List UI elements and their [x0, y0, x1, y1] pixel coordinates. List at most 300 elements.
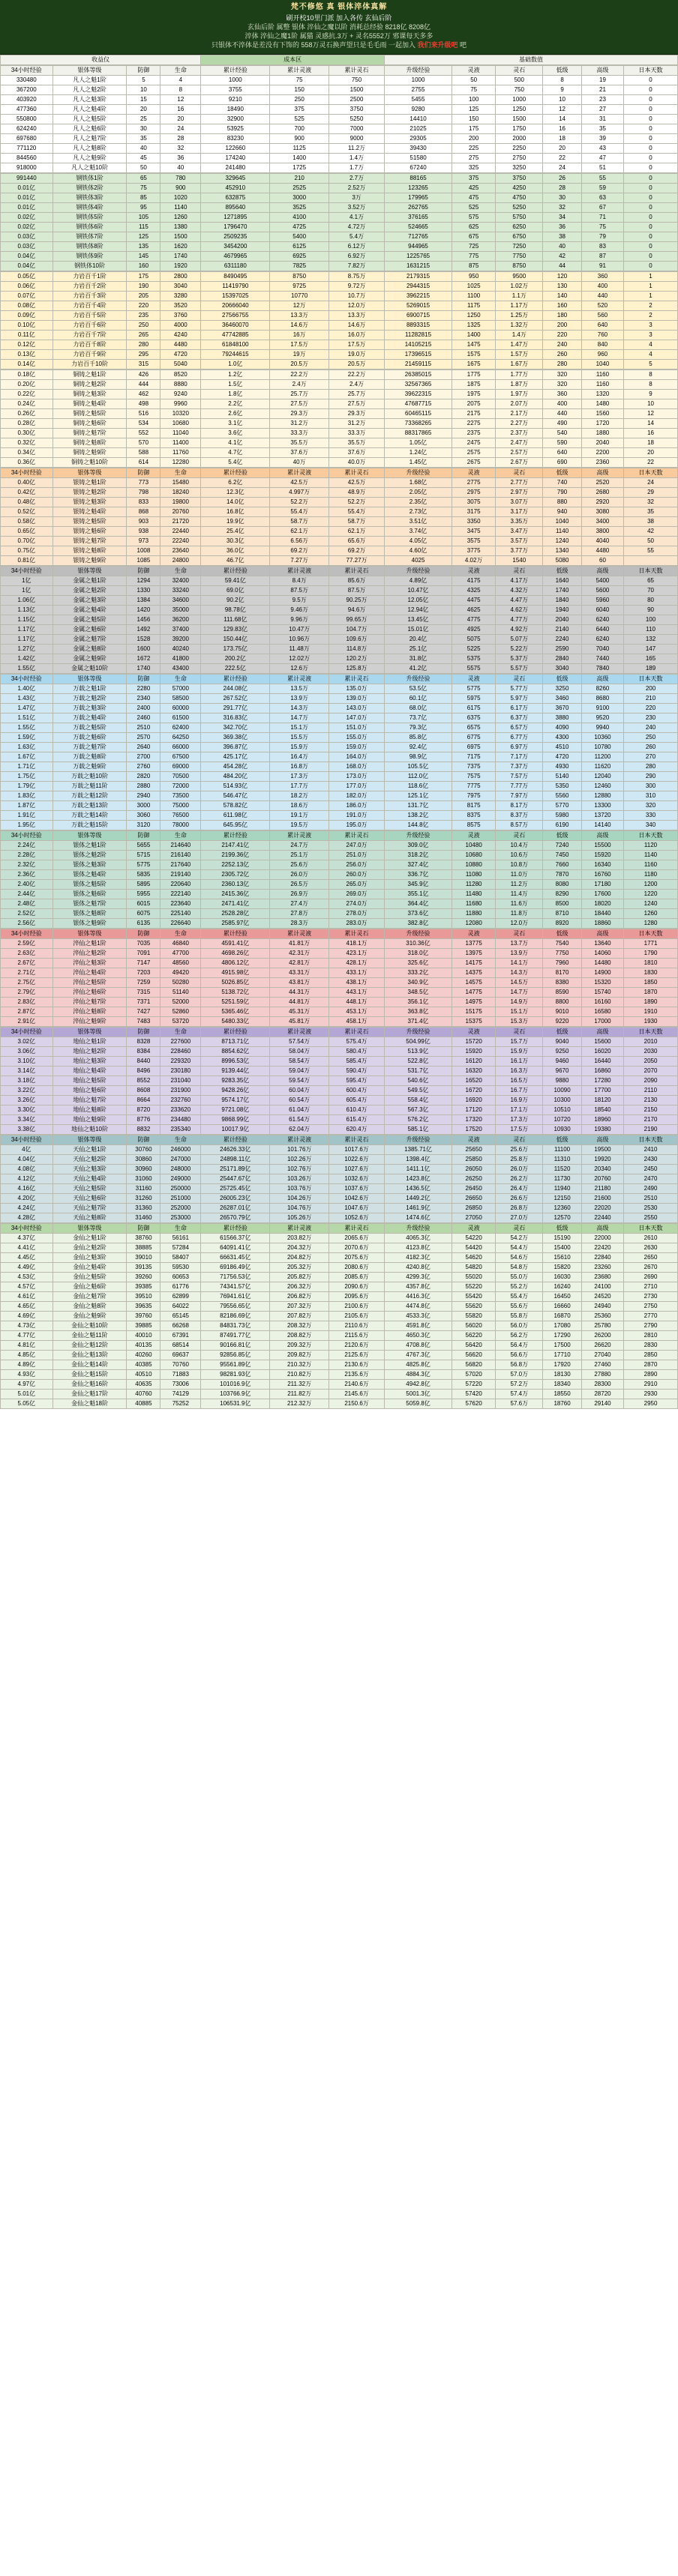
table-row[interactable] — [1, 1390, 678, 1399]
cell-r5-c9: 16.7万 — [496, 1086, 543, 1096]
table-row[interactable] — [1, 134, 678, 144]
table-row[interactable] — [1, 321, 678, 331]
cell-r2-c3: 58407 — [160, 1253, 201, 1263]
cell-r17-c0: 5.05亿 — [1, 1399, 53, 1409]
table-row[interactable] — [1, 1370, 678, 1380]
cell-r3-c8: 14375 — [452, 968, 495, 978]
cell-r7-c3: 52860 — [160, 1007, 201, 1017]
table-row[interactable] — [1, 1282, 678, 1292]
table-row[interactable] — [1, 988, 678, 998]
cell-r14-c10: 6190 — [543, 821, 582, 830]
table-row[interactable] — [1, 223, 678, 232]
table-row[interactable] — [1, 860, 678, 870]
table-row[interactable] — [1, 311, 678, 321]
cell-r10-c8: 56220 — [452, 1331, 495, 1341]
table-row[interactable] — [1, 115, 678, 124]
cell-r8-c7: 4025 — [385, 556, 452, 566]
cell-r4-c9: 5750 — [496, 213, 543, 223]
table-row[interactable] — [1, 556, 678, 566]
cell-r2-c8: 1100 — [452, 292, 495, 301]
cell-r6-c8: 14975 — [452, 998, 495, 1007]
table-row[interactable] — [1, 1105, 678, 1115]
table-row[interactable] — [1, 1321, 678, 1331]
table-row[interactable] — [1, 909, 678, 919]
table-row[interactable] — [1, 704, 678, 714]
cell-r8-c3: 1740 — [160, 252, 201, 262]
cell-r7-c11: 2040 — [581, 438, 623, 448]
column-header-10: 低级 — [543, 1135, 582, 1145]
cell-r1-c2: 444 — [127, 380, 160, 390]
cell-r6-c9: 2000 — [496, 134, 543, 144]
cell-r7-c1: 银体之魁8阶 — [52, 909, 127, 919]
cell-r11-c11: 12880 — [581, 791, 623, 801]
table-row[interactable] — [1, 1331, 678, 1341]
cell-r15-c10: 18340 — [543, 1380, 582, 1390]
table-row[interactable] — [1, 1253, 678, 1263]
cell-r7-c3: 233620 — [160, 1105, 201, 1115]
cell-r4-c9: 1500 — [496, 115, 543, 124]
cell-r7-c2: 6075 — [127, 909, 160, 919]
column-header-10: 低级 — [543, 66, 582, 76]
table-row[interactable] — [1, 85, 678, 95]
cell-r4-c6: 5250 — [328, 115, 384, 124]
cell-r9-c5: 40万 — [270, 458, 329, 468]
cell-r7-c7: 944965 — [385, 242, 452, 252]
table-row[interactable] — [1, 282, 678, 292]
cell-r2-c4: 90.2亿 — [201, 596, 270, 606]
cell-r2-c3: 48560 — [160, 959, 201, 968]
cell-r14-c10: 18130 — [543, 1370, 582, 1380]
table-row[interactable] — [1, 76, 678, 85]
table-row[interactable] — [1, 890, 678, 899]
column-header-row — [1, 675, 678, 684]
cell-r17-c2: 40885 — [127, 1399, 160, 1409]
table-row[interactable] — [1, 899, 678, 909]
cell-r3-c12: 1830 — [624, 968, 678, 978]
cell-r7-c10: 2590 — [543, 645, 582, 654]
table-row[interactable] — [1, 232, 678, 242]
cell-r7-c11: 18540 — [581, 1105, 623, 1115]
cell-r3-c1: 银铸之魁4阶 — [52, 507, 127, 517]
cell-r1-c7: 2944315 — [385, 282, 452, 292]
cell-r13-c4: 611.98亿 — [201, 811, 270, 821]
table-row[interactable] — [1, 478, 678, 488]
table-row[interactable] — [1, 1174, 678, 1184]
cell-r1-c12: 2630 — [624, 1243, 678, 1253]
table-row[interactable] — [1, 174, 678, 184]
table-row[interactable] — [1, 1057, 678, 1067]
cell-r8-c7: 382.8亿 — [385, 919, 452, 929]
cell-r13-c0: 1.91亿 — [1, 811, 53, 821]
table-row[interactable] — [1, 998, 678, 1007]
cell-r2-c4: 632875 — [201, 193, 270, 203]
cell-r9-c2: 614 — [127, 458, 160, 468]
table-row[interactable] — [1, 1165, 678, 1174]
table-row[interactable] — [1, 517, 678, 527]
cell-r13-c5: 210.32万 — [270, 1360, 329, 1370]
table-row[interactable] — [1, 527, 678, 537]
table-row[interactable] — [1, 684, 678, 694]
cell-r1-c11: 19920 — [581, 1155, 623, 1165]
table-row[interactable] — [1, 959, 678, 968]
cell-r2-c12: 80 — [624, 596, 678, 606]
cell-r7-c5: 207.32万 — [270, 1302, 329, 1312]
table-row[interactable] — [1, 546, 678, 556]
cell-r7-c4: 26570.79亿 — [201, 1213, 270, 1223]
cell-r4-c0: 3.18亿 — [1, 1076, 53, 1086]
cell-r17-c12: 2950 — [624, 1399, 678, 1409]
table-row[interactable] — [1, 537, 678, 546]
cell-r5-c7: 549.5亿 — [385, 1086, 452, 1096]
cell-r2-c7: 1411.1亿 — [385, 1165, 452, 1174]
table-row[interactable] — [1, 1115, 678, 1125]
cell-r5-c5: 15.5万 — [270, 733, 329, 743]
cell-r1-c11: 400 — [581, 282, 623, 292]
cell-r2-c3: 34600 — [160, 596, 201, 606]
cell-r2-c4: 66631.45亿 — [201, 1253, 270, 1263]
cell-r5-c12: 250 — [624, 733, 678, 743]
table-row[interactable] — [1, 1155, 678, 1165]
cell-r9-c3: 66268 — [160, 1321, 201, 1331]
table-row[interactable] — [1, 821, 678, 830]
table-row[interactable] — [1, 782, 678, 791]
column-header-0: 34小时经验 — [1, 468, 53, 478]
cell-r1-c4: 24898.11亿 — [201, 1155, 270, 1165]
cell-r0-c7: 2179315 — [385, 272, 452, 282]
cell-r6-c2: 552 — [127, 429, 160, 438]
cell-r5-c2: 39385 — [127, 1282, 160, 1292]
cell-r14-c5: 210.82万 — [270, 1370, 329, 1380]
cell-r7-c5: 11.48万 — [270, 645, 329, 654]
table-row[interactable] — [1, 448, 678, 458]
cell-r2-c3: 1020 — [160, 193, 201, 203]
cell-r15-c0: 4.97亿 — [1, 1380, 53, 1390]
table-row[interactable] — [1, 1086, 678, 1096]
table-row[interactable] — [1, 488, 678, 498]
cell-r1-c9: 2.97万 — [496, 488, 543, 498]
cell-r3-c5: 43.31万 — [270, 968, 329, 978]
cell-r8-c1: 金属之魁9阶 — [52, 654, 127, 664]
cell-r7-c4: 122660 — [201, 144, 270, 154]
table-row[interactable] — [1, 1341, 678, 1351]
cell-r16-c12: 2930 — [624, 1390, 678, 1399]
table-row[interactable] — [1, 1194, 678, 1204]
table-row[interactable] — [1, 841, 678, 851]
cell-r0-c5: 13.5万 — [270, 684, 329, 694]
cell-r4-c3: 62400 — [160, 723, 201, 733]
table-row[interactable] — [1, 438, 678, 448]
cell-r5-c4: 1796470 — [201, 223, 270, 232]
cell-r6-c12: 260 — [624, 743, 678, 752]
cell-r3-c4: 18490 — [201, 105, 270, 115]
table-row[interactable] — [1, 203, 678, 213]
table-row[interactable] — [1, 213, 678, 223]
table-row[interactable] — [1, 399, 678, 409]
table-row[interactable] — [1, 331, 678, 340]
cell-r3-c2: 8496 — [127, 1067, 160, 1076]
table-row[interactable] — [1, 949, 678, 959]
table-row[interactable] — [1, 939, 678, 949]
cell-r4-c8: 2175 — [452, 409, 495, 419]
cell-r7-c11: 16580 — [581, 1007, 623, 1017]
table-row[interactable] — [1, 184, 678, 193]
cell-r1-c4: 3755 — [201, 85, 270, 95]
cell-r6-c5: 60.54万 — [270, 1096, 329, 1105]
table-row[interactable] — [1, 645, 678, 654]
cell-r13-c2: 40385 — [127, 1360, 160, 1370]
cell-r7-c3: 225140 — [160, 909, 201, 919]
table-row[interactable] — [1, 1399, 678, 1409]
table-row[interactable] — [1, 576, 678, 586]
cell-r1-c5: 25.1万 — [270, 851, 329, 860]
cell-r0-c7: 1385.71亿 — [385, 1145, 452, 1155]
cell-r5-c1: 天仙之魁6阶 — [52, 1194, 127, 1204]
table-row[interactable] — [1, 664, 678, 674]
cell-r4-c0: 2.40亿 — [1, 880, 53, 890]
column-header-5: 累计灵液 — [270, 66, 329, 76]
table-row[interactable] — [1, 1125, 678, 1135]
cell-r0-c11: 360 — [581, 272, 623, 282]
table-row[interactable] — [1, 1360, 678, 1370]
table-row[interactable] — [1, 419, 678, 429]
table-row[interactable] — [1, 1292, 678, 1302]
cell-r9-c7: 67240 — [385, 163, 452, 173]
table-row[interactable] — [1, 1076, 678, 1086]
column-header-5: 累计灵液 — [270, 1028, 329, 1037]
column-header-4: 累计经验 — [201, 831, 270, 841]
cell-r7-c10: 1340 — [543, 546, 582, 556]
table-row[interactable] — [1, 1067, 678, 1076]
table-row[interactable] — [1, 596, 678, 606]
table-row[interactable] — [1, 968, 678, 978]
table-row[interactable] — [1, 880, 678, 890]
cell-r6-c12: 3 — [624, 331, 678, 340]
cell-r7-c8: 27050 — [452, 1213, 495, 1223]
cell-r8-c5: 207.82万 — [270, 1312, 329, 1321]
cell-r5-c3: 222140 — [160, 890, 201, 899]
table-row[interactable] — [1, 498, 678, 507]
cell-r8-c4: 200.2亿 — [201, 654, 270, 664]
cell-r6-c9: 1.4万 — [496, 331, 543, 340]
cell-r8-c9: 7.37万 — [496, 762, 543, 772]
table-row[interactable] — [1, 919, 678, 929]
cell-r3-c0: 1.51亿 — [1, 714, 53, 723]
table-row[interactable] — [1, 870, 678, 880]
cell-r8-c4: 82186.69亿 — [201, 1312, 270, 1321]
cell-r6-c6: 9000 — [328, 134, 384, 144]
table-row[interactable] — [1, 350, 678, 360]
cell-r8-c11: 2200 — [581, 448, 623, 458]
cell-r6-c9: 2.37万 — [496, 429, 543, 438]
table-row[interactable] — [1, 380, 678, 390]
table-row[interactable] — [1, 429, 678, 438]
cell-r6-c1: 金仙之魁7阶 — [52, 1292, 127, 1302]
column-header-9: 灵石 — [496, 1135, 543, 1145]
table-row[interactable] — [1, 154, 678, 163]
cell-r9-c1: 金属之魁10阶 — [52, 664, 127, 674]
cell-r1-c11: 2680 — [581, 488, 623, 498]
cell-r2-c1: 地仙之魁3阶 — [52, 1057, 127, 1067]
cell-r16-c11: 28720 — [581, 1390, 623, 1399]
cell-r7-c1: 天仙之魁8阶 — [52, 1213, 127, 1223]
column-header-1: 银体等级 — [52, 66, 127, 76]
cell-r4-c0: 0.09亿 — [1, 311, 53, 321]
column-header-7: 升级经验 — [385, 468, 452, 478]
table-row[interactable] — [1, 625, 678, 635]
cell-r6-c12: 2130 — [624, 1096, 678, 1105]
table-row[interactable] — [1, 507, 678, 517]
cell-r5-c0: 3.22亿 — [1, 1086, 53, 1096]
table-row[interactable] — [1, 772, 678, 782]
cell-r3-c5: 55.4万 — [270, 507, 329, 517]
cell-r6-c3: 66000 — [160, 743, 201, 752]
table-row[interactable] — [1, 752, 678, 762]
table-row[interactable] — [1, 1263, 678, 1273]
column-header-row — [1, 929, 678, 939]
table-row[interactable] — [1, 301, 678, 311]
column-header-6: 累计灵石 — [328, 1028, 384, 1037]
table-row[interactable] — [1, 1204, 678, 1213]
cell-r4-c2: 516 — [127, 409, 160, 419]
table-row[interactable] — [1, 340, 678, 350]
table-row[interactable] — [1, 105, 678, 115]
cell-r2-c1: 万载之魁3阶 — [52, 704, 127, 714]
table-row[interactable] — [1, 615, 678, 625]
table-row[interactable] — [1, 851, 678, 860]
cell-r2-c9: 4750 — [496, 193, 543, 203]
cell-r1-c2: 30860 — [127, 1155, 160, 1165]
cell-r3-c2: 39135 — [127, 1263, 160, 1273]
table-row[interactable] — [1, 1302, 678, 1312]
cell-r4-c3: 1260 — [160, 213, 201, 223]
table-row[interactable] — [1, 1184, 678, 1194]
table-row[interactable] — [1, 262, 678, 271]
table-row[interactable] — [1, 242, 678, 252]
table-row[interactable] — [1, 733, 678, 743]
table-row[interactable] — [1, 654, 678, 664]
cell-r9-c11: 91 — [581, 262, 623, 271]
cell-r5-c3: 10680 — [160, 419, 201, 429]
table-row[interactable] — [1, 791, 678, 801]
cell-r8-c5: 16.8万 — [270, 762, 329, 772]
table-row[interactable] — [1, 1351, 678, 1360]
cell-r9-c8: 17520 — [452, 1125, 495, 1135]
table-row[interactable] — [1, 95, 678, 105]
table-row[interactable] — [1, 458, 678, 468]
cell-r7-c3: 23640 — [160, 546, 201, 556]
table-row[interactable] — [1, 1037, 678, 1047]
table-row[interactable] — [1, 1145, 678, 1155]
cell-r6-c7: 712765 — [385, 232, 452, 242]
table-row[interactable] — [1, 124, 678, 134]
cell-r2-c10: 9460 — [543, 1057, 582, 1067]
table-row[interactable] — [1, 1007, 678, 1017]
cell-r2-c7: 2.35亿 — [385, 498, 452, 507]
cell-r6-c12: 132 — [624, 635, 678, 645]
cell-r1-c10: 7750 — [543, 949, 582, 959]
cell-r2-c2: 30960 — [127, 1165, 160, 1174]
cell-r0-c7: 1.68亿 — [385, 478, 452, 488]
table-row[interactable] — [1, 1234, 678, 1243]
cell-r7-c8: 55620 — [452, 1302, 495, 1312]
table-row[interactable] — [1, 743, 678, 752]
column-header-8: 灵液 — [452, 468, 495, 478]
cell-r8-c7: 17396515 — [385, 350, 452, 360]
cell-r7-c9: 7250 — [496, 242, 543, 252]
cell-r5-c11: 640 — [581, 321, 623, 331]
cell-r8-c1: 银体之魁9阶 — [52, 919, 127, 929]
table-row[interactable] — [1, 409, 678, 419]
cell-r2-c4: 15397025 — [201, 292, 270, 301]
table-row[interactable] — [1, 694, 678, 704]
cell-r4-c9: 1.25万 — [496, 311, 543, 321]
cell-r1-c8: 1025 — [452, 282, 495, 292]
cell-r9-c2: 50 — [127, 163, 160, 173]
table-row[interactable] — [1, 1243, 678, 1253]
cell-r14-c3: 71883 — [160, 1370, 201, 1380]
cell-r8-c2: 1085 — [127, 556, 160, 566]
cell-r4-c12: 2490 — [624, 1184, 678, 1194]
cell-r9-c3: 40 — [160, 163, 201, 173]
table-row[interactable] — [1, 978, 678, 988]
table-row[interactable] — [1, 272, 678, 282]
cell-r1-c9: 54.4万 — [496, 1243, 543, 1253]
table-row[interactable] — [1, 1213, 678, 1223]
table-row[interactable] — [1, 714, 678, 723]
table-row[interactable] — [1, 811, 678, 821]
table-row[interactable] — [1, 1096, 678, 1105]
table-row[interactable] — [1, 390, 678, 399]
cell-r6-c0: 2.83亿 — [1, 998, 53, 1007]
table-row[interactable] — [1, 1047, 678, 1057]
cell-r8-c11: 960 — [581, 350, 623, 360]
cell-r8-c12: 4 — [624, 350, 678, 360]
table-row[interactable] — [1, 1312, 678, 1321]
table-row[interactable] — [1, 193, 678, 203]
table-row[interactable] — [1, 163, 678, 173]
table-row[interactable] — [1, 606, 678, 615]
cell-r7-c5: 6125 — [270, 242, 329, 252]
column-header-9: 灵石 — [496, 831, 543, 841]
table-row[interactable] — [1, 144, 678, 154]
cell-r1-c6: 139.0万 — [328, 694, 384, 704]
table-row[interactable] — [1, 252, 678, 262]
table-row[interactable] — [1, 360, 678, 369]
cell-r8-c9: 2750 — [496, 154, 543, 163]
table-row[interactable] — [1, 292, 678, 301]
cell-r1-c0: 1亿 — [1, 586, 53, 596]
table-row[interactable] — [1, 1380, 678, 1390]
cell-r8-c10: 2840 — [543, 654, 582, 664]
table-row[interactable] — [1, 635, 678, 645]
cell-r7-c3: 40240 — [160, 645, 201, 654]
table-row[interactable] — [1, 1273, 678, 1282]
cell-r2-c6: 585.4万 — [328, 1057, 384, 1067]
table-row[interactable] — [1, 723, 678, 733]
table-row[interactable] — [1, 762, 678, 772]
cell-r1-c6: 1500 — [328, 85, 384, 95]
cell-r9-c1: 万载之魁10阶 — [52, 772, 127, 782]
table-row[interactable] — [1, 586, 678, 596]
table-row[interactable] — [1, 1017, 678, 1027]
column-header-1: 银体等级 — [52, 1135, 127, 1145]
cell-r0-c12: 1120 — [624, 841, 678, 851]
table-row[interactable] — [1, 801, 678, 811]
table-row[interactable] — [1, 370, 678, 380]
cell-r9-c1: 力岩百千10阶 — [52, 360, 127, 369]
cell-r5-c5: 62.1万 — [270, 527, 329, 537]
cell-r1-c6: 2.52万 — [328, 184, 384, 193]
